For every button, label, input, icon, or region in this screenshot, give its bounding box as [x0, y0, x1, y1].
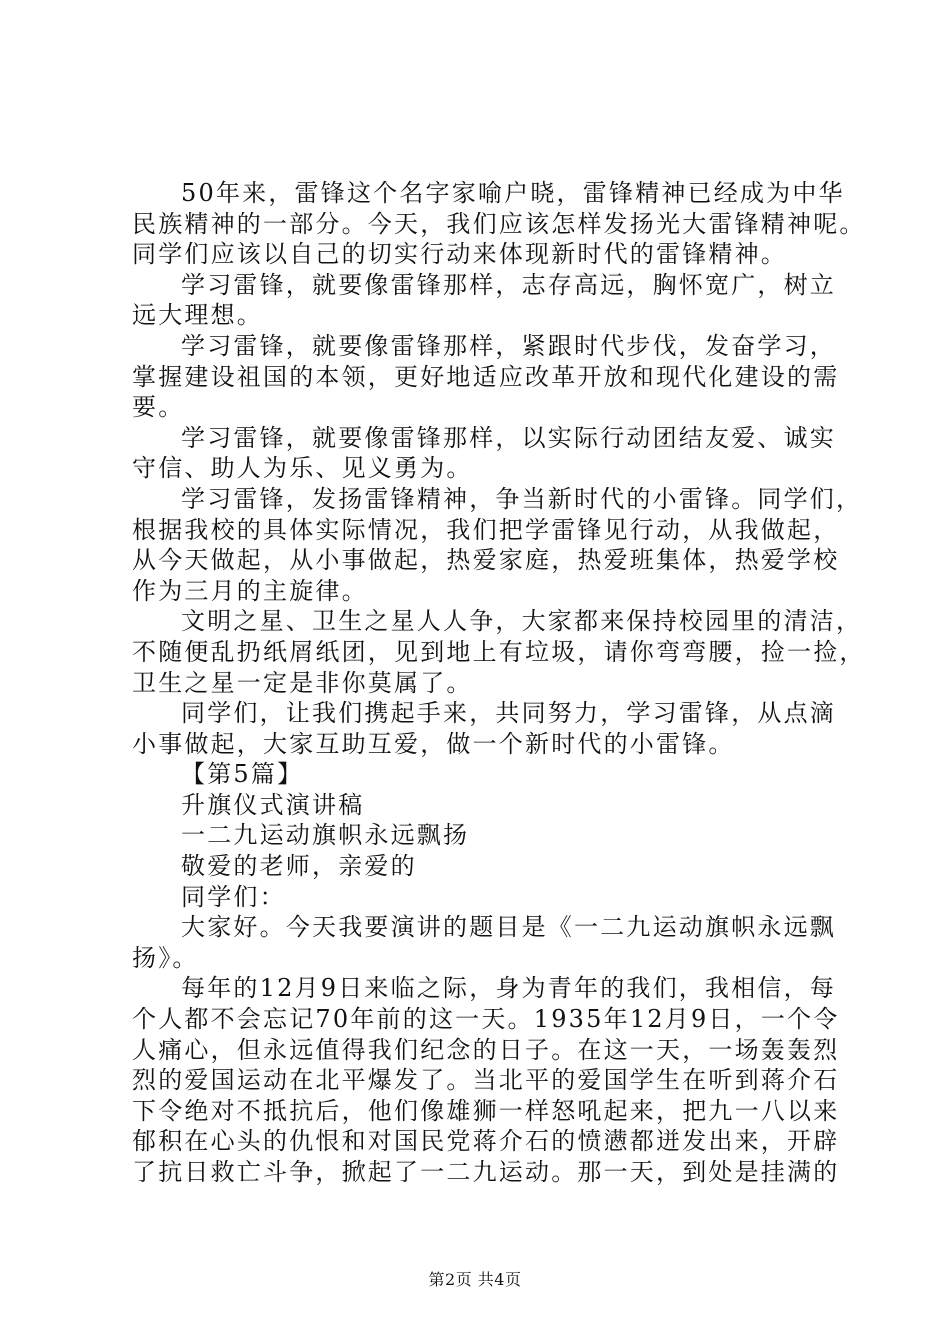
- text-line: 小事做起，大家互助互爱，做一个新时代的小雷锋。: [132, 729, 735, 758]
- text-line: 民族精神的一部分。今天，我们应该怎样发扬光大雷锋精神呢。: [132, 209, 866, 238]
- text-line: 下令绝对不抵抗后，他们像雄狮一样怒吼起来，把九一八以来: [132, 1096, 840, 1125]
- text-line: 学习雷锋，就要像雷锋那样，以实际行动团结友爱、诚实: [181, 423, 836, 452]
- document-body: [132, 178, 866, 1188]
- text-line: 根据我校的具体实际情况，我们把学雷锋见行动，从我做起，: [132, 515, 840, 544]
- text-line: 个人都不会忘记70年前的这一天。1935年12月9日，一个令: [132, 1005, 840, 1034]
- text-line: 学习雷锋，发扬雷锋精神，争当新时代的小雷锋。同学们，: [181, 484, 863, 513]
- text-line: 同学们应该以自己的切实行动来体现新时代的雷锋精神。: [132, 240, 787, 269]
- text-line: 守信、助人为乐、见义勇为。: [132, 454, 473, 483]
- text-line: 要。: [132, 393, 185, 422]
- text-line: 作为三月的主旋律。: [132, 576, 368, 605]
- page-number-footer: 第2页 共4页: [428, 1270, 522, 1289]
- text-line: 扬》。: [132, 943, 199, 972]
- text-line: 学习雷锋，就要像雷锋那样，紧跟时代步伐，发奋学习，: [181, 331, 836, 360]
- text-line: 了抗日救亡斗争，掀起了一二九运动。那一天，到处是挂满的: [132, 1158, 840, 1186]
- text-line: 烈的爱国运动在北平爆发了。当北平的爱国学生在听到蒋介石: [132, 1066, 840, 1095]
- text-line: 远大理想。: [132, 301, 263, 330]
- text-line: 同学们，让我们携起手来，共同努力，学习雷锋，从点滴: [181, 699, 836, 728]
- text-line: 郁积在心头的仇恨和对国民党蒋介石的愤懑都迸发出来，开辟: [132, 1127, 840, 1156]
- text-line: 50年来，雷锋这个名字家喻户晓，雷锋精神已经成为中华: [181, 179, 845, 207]
- text-line: 每年的12月9日来临之际，身为青年的我们，我相信，每: [181, 974, 837, 1003]
- speech-title: 升旗仪式演讲稿: [181, 790, 365, 819]
- speech-subtitle: 一二九运动旗帜永远飘扬: [181, 821, 470, 850]
- text-line: 卫生之星一定是非你莫属了。: [132, 668, 473, 697]
- greeting-line: 敬爱的老师，亲爱的: [181, 852, 417, 881]
- text-line: 从今天做起，从小事做起，热爱家庭，热爱班集体，热爱学校: [132, 546, 840, 575]
- text-line: 不随便乱扔纸屑纸团，见到地上有垃圾，请你弯弯腰，捡一捡，: [132, 637, 866, 666]
- text-line: 大家好。今天我要演讲的题目是《一二九运动旗帜永远飘: [181, 913, 836, 942]
- greeting-line: 同学们：: [181, 882, 286, 911]
- text-line: 学习雷锋，就要像雷锋那样，志存高远，胸怀宽广，树立: [181, 270, 836, 299]
- section-heading: 【第5篇】: [181, 760, 304, 789]
- text-line: 掌握建设祖国的本领，更好地适应改革开放和现代化建设的需: [132, 362, 840, 391]
- text-line: 人痛心，但永远值得我们纪念的日子。在这一天，一场轰轰烈: [132, 1035, 840, 1064]
- text-line: 文明之星、卫生之星人人争，大家都来保持校园里的清洁，: [181, 607, 863, 636]
